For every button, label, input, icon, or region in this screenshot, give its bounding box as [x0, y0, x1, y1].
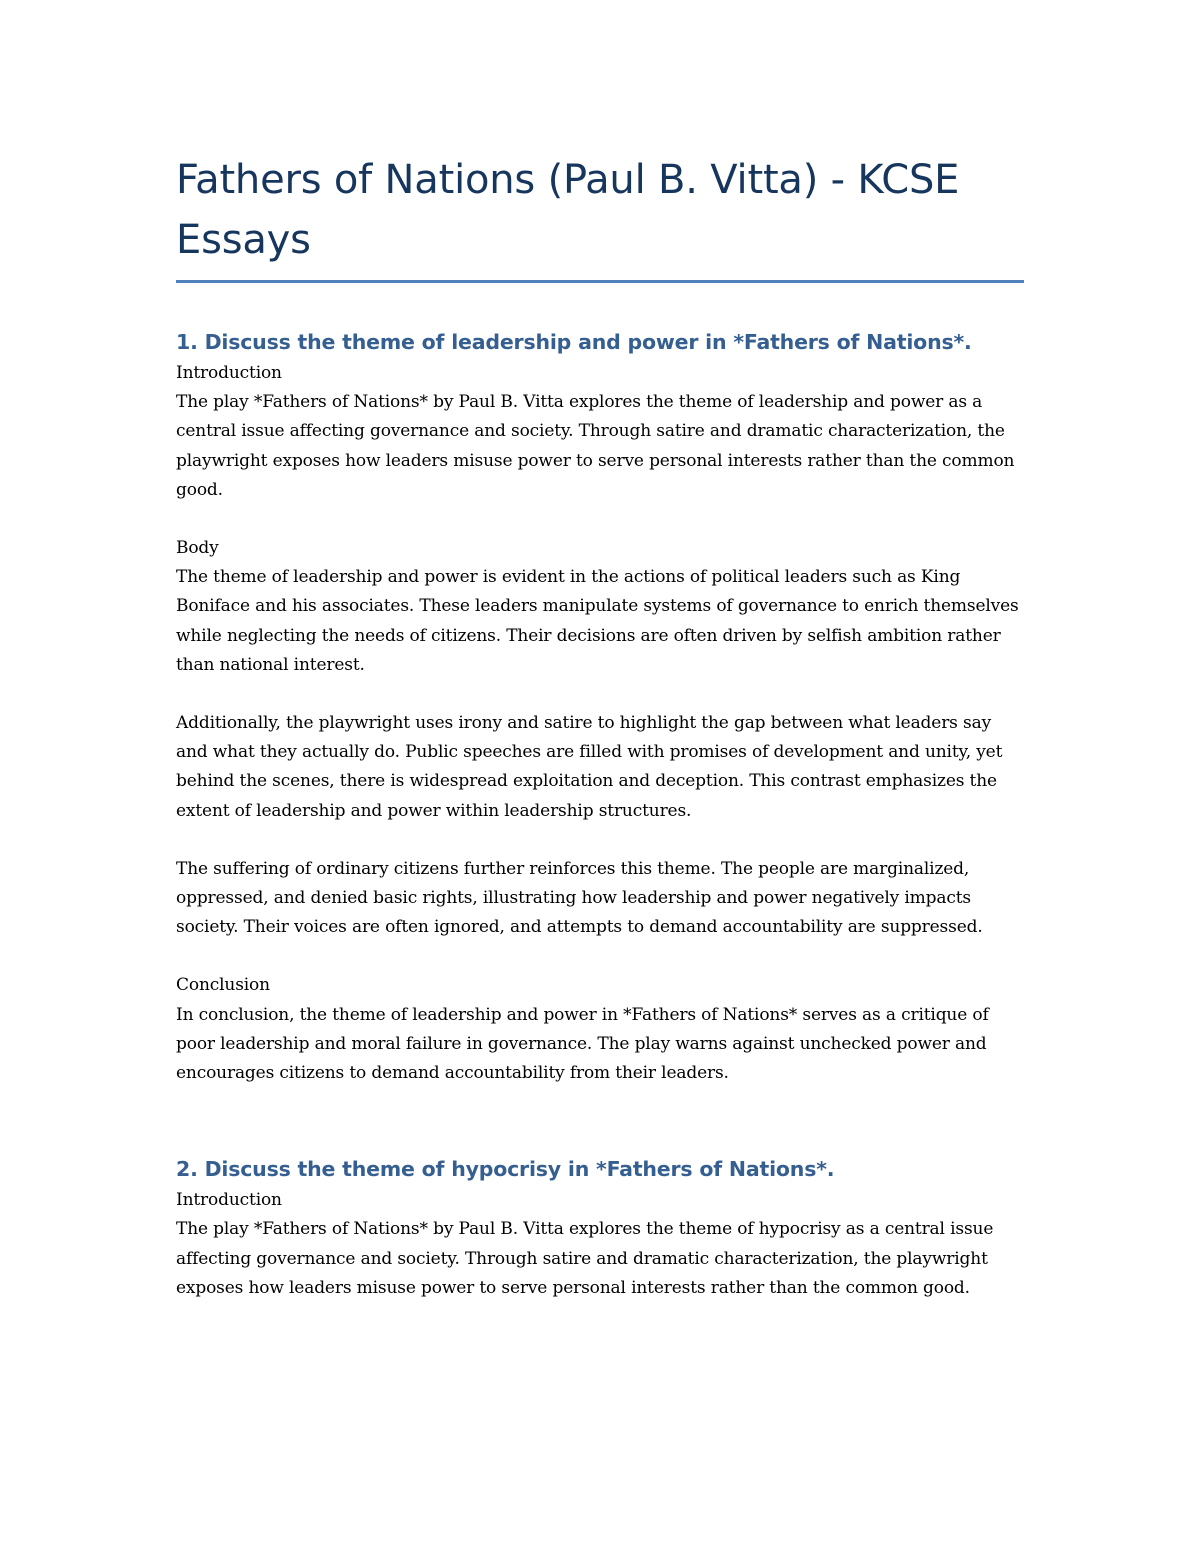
conclusion-label: Conclusion [176, 975, 270, 996]
essay-section-1 [176, 327, 1026, 1088]
essay-section-2 [176, 1154, 1026, 1303]
body-label: Body [176, 538, 219, 559]
body-paragraph-3: The suffering of ordinary citizens further reinforces this theme. The people are marginalized, oppressed, and denied basic rights, illustrating how leadership and power negatively impacts society. Their voices are often ignored, and attempts to demand accountability are suppressed. [176, 858, 983, 938]
intro-label: Introduction [176, 1190, 282, 1211]
intro-label: Introduction [176, 363, 282, 383]
body-paragraph-2: Additionally, the playwright uses irony and satire to highlight the gap between what leaders say and what they actually do. Public speeches are filled with promises of development and unity, yet behind the scenes, there is widespread exploitation and deception. This contrast emphasizes the extent of leadership and power within leadership structures. [176, 713, 1003, 821]
document-title: Fathers of Nations (Paul B. Vitta) - KCSE Essays [176, 157, 960, 263]
document-content [176, 150, 1026, 1303]
conclusion-paragraph: In conclusion, the theme of leadership and power in *Fathers of Nations* serves as a critique of poor leadership and moral failure in governance. The play warns against unchecked power and encourages citizens to demand accountability from their leaders. [176, 1004, 989, 1084]
question-heading-1: 1. Discuss the theme of leadership and power in *Fathers of Nations*. [176, 330, 972, 354]
body-paragraph-1: The theme of leadership and power is evident in the actions of political leaders such as King Boniface and his associates. These leaders manipulate systems of governance to enrich themselves while neglecting the needs of citizens. Their decisions are often driven by selfish ambition rather than national interest. [176, 567, 1019, 675]
intro-paragraph: The play *Fathers of Nations* by Paul B. Vitta explores the theme of hypocrisy as a central issue affecting governance and society. Through satire and dramatic characterization, the playwright exposes how leaders misuse power to serve personal interests rather than the common good. [176, 1219, 994, 1298]
title-underline [176, 280, 1024, 283]
question-heading-2: 2. Discuss the theme of hypocrisy in *Fathers of Nations*. [176, 1157, 835, 1182]
intro-paragraph: The play *Fathers of Nations* by Paul B. Vitta explores the theme of leadership and power as a central issue affecting governance and society. Through satire and dramatic characterization, the playwright exposes how leaders misuse power to serve personal interests rather than the common good. [176, 392, 1015, 500]
